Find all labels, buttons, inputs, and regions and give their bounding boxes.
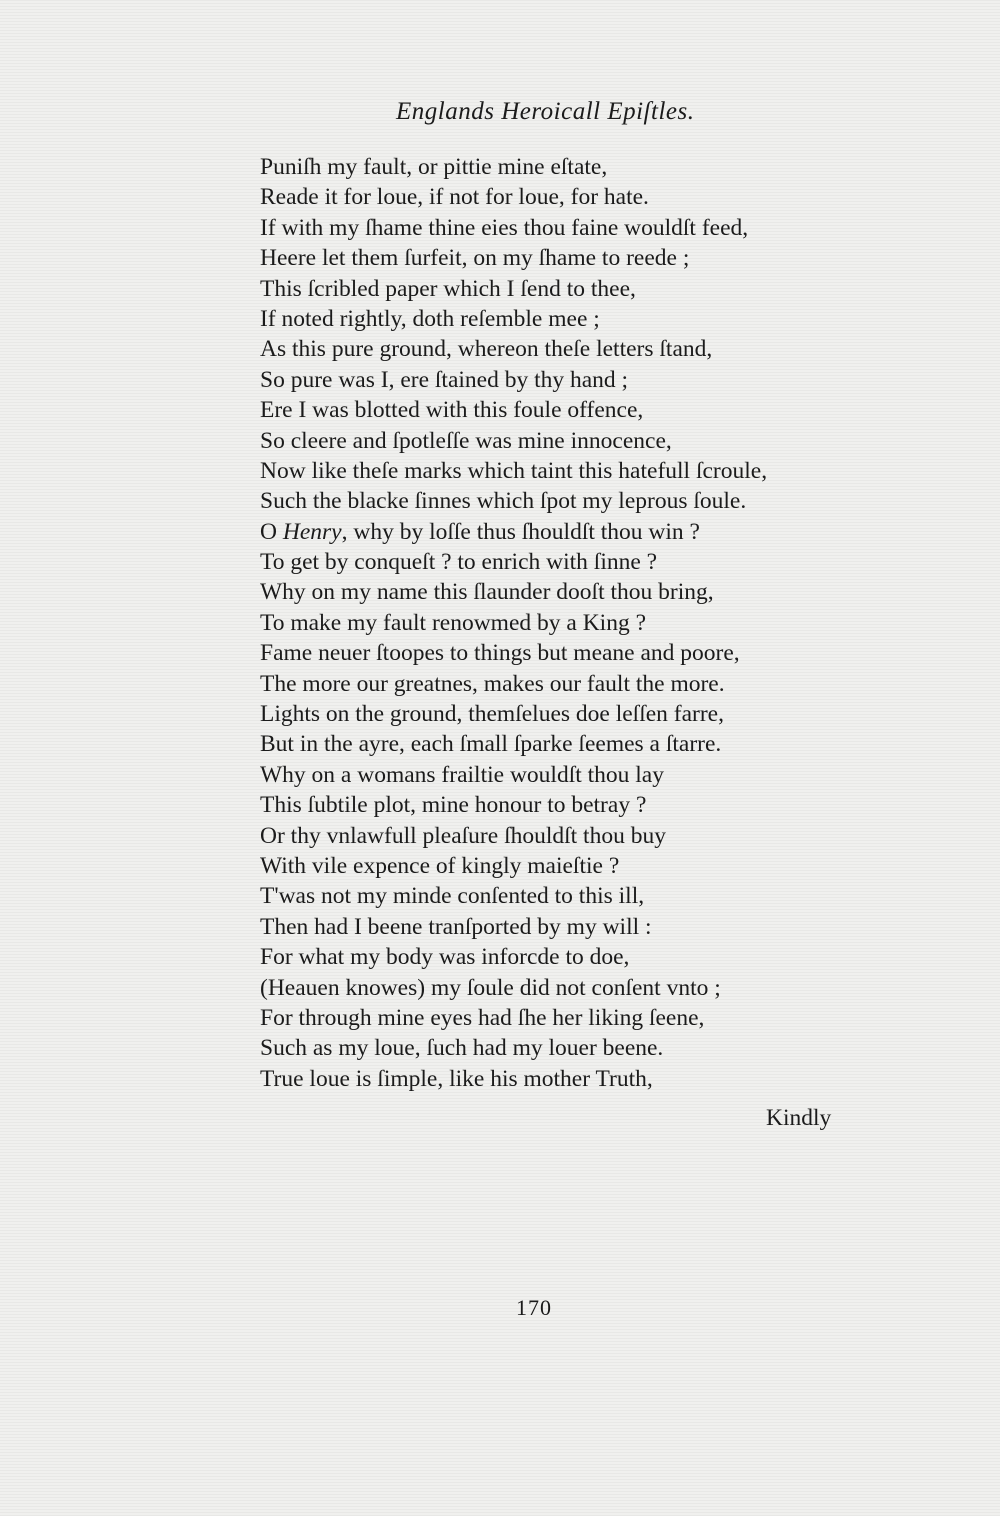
verse-line: T'was not my minde conſented to this ill, xyxy=(260,883,645,910)
verse-line: (Heauen knowes) my ſoule did not conſent vnto ; xyxy=(260,974,721,1001)
verse-line: Then had I beene tranſported by my will : xyxy=(260,913,652,940)
verse-line: Heere let them ſurfeit, on my ſhame to reede ; xyxy=(260,245,690,272)
catchword: Kindly xyxy=(766,1105,832,1131)
verse-line: For through mine eyes had ſhe her liking ſeene, xyxy=(260,1004,705,1031)
verse-line: As this pure ground, whereon theſe letters ſtand, xyxy=(260,336,713,363)
verse-line: But in the ayre, each ſmall ſparke ſeemes a ſtarre. xyxy=(260,731,722,758)
running-head: Englands Heroicall Epiſtles. xyxy=(396,98,695,125)
verse-line: To get by conqueſt ? to enrich with ſinne ? xyxy=(260,549,658,576)
verse-line: Ere I was blotted with this foule offence, xyxy=(260,397,644,424)
verse-line: So pure was I, ere ſtained by thy hand ; xyxy=(260,366,629,393)
verse-line: Or thy vnlawfull pleaſure ſhouldſt thou buy xyxy=(260,822,666,849)
page-number: 170 xyxy=(516,1295,552,1320)
verse-line: If noted rightly, doth reſemble mee ; xyxy=(260,305,600,332)
verse-line: Fame neuer ſtoopes to things but meane and poore, xyxy=(260,640,740,667)
verse-line: This ſcribled paper which I ſend to thee, xyxy=(260,275,636,302)
verse-block xyxy=(260,152,860,1094)
verse-line: O Henry, why by loſſe thus ſhouldſt thou win ? xyxy=(260,518,700,545)
verse-line: The more our greatnes, makes our fault the more. xyxy=(260,670,725,697)
verse-line: Lights on the ground, themſelues doe leſſen farre, xyxy=(260,701,724,728)
verse-line: So cleere and ſpotleſſe was mine innocence, xyxy=(260,427,672,454)
verse-line: Such the blacke ſinnes which ſpot my leprous ſoule. xyxy=(260,488,747,515)
proper-name-henry: Henry xyxy=(282,518,342,545)
verse-line: To make my fault renowmed by a King ? xyxy=(260,609,646,636)
verse-line: For what my body was inforcde to doe, xyxy=(260,944,630,971)
verse-line: Such as my loue, ſuch had my louer beene. xyxy=(260,1035,664,1062)
verse-line: Puniſh my fault, or pittie mine eſtate, xyxy=(260,154,608,180)
verse-line: This ſubtile plot, mine honour to betray ? xyxy=(260,792,647,819)
verse-line: True loue is ſimple, like his mother Truth, xyxy=(260,1065,653,1092)
verse-line: Why on a womans frailtie wouldſt thou lay xyxy=(260,761,664,788)
verse-line: Reade it for loue, if not for loue, for hate. xyxy=(260,184,649,211)
verse-line: Now like theſe marks which taint this hatefull ſcroule, xyxy=(260,457,768,484)
verse-line: If with my ſhame thine eies thou faine wouldſt feed, xyxy=(260,214,749,241)
verse-line: Why on my name this ſlaunder dooſt thou bring, xyxy=(260,579,714,606)
verse-line: With vile expence of kingly maieſtie ? xyxy=(260,852,620,879)
